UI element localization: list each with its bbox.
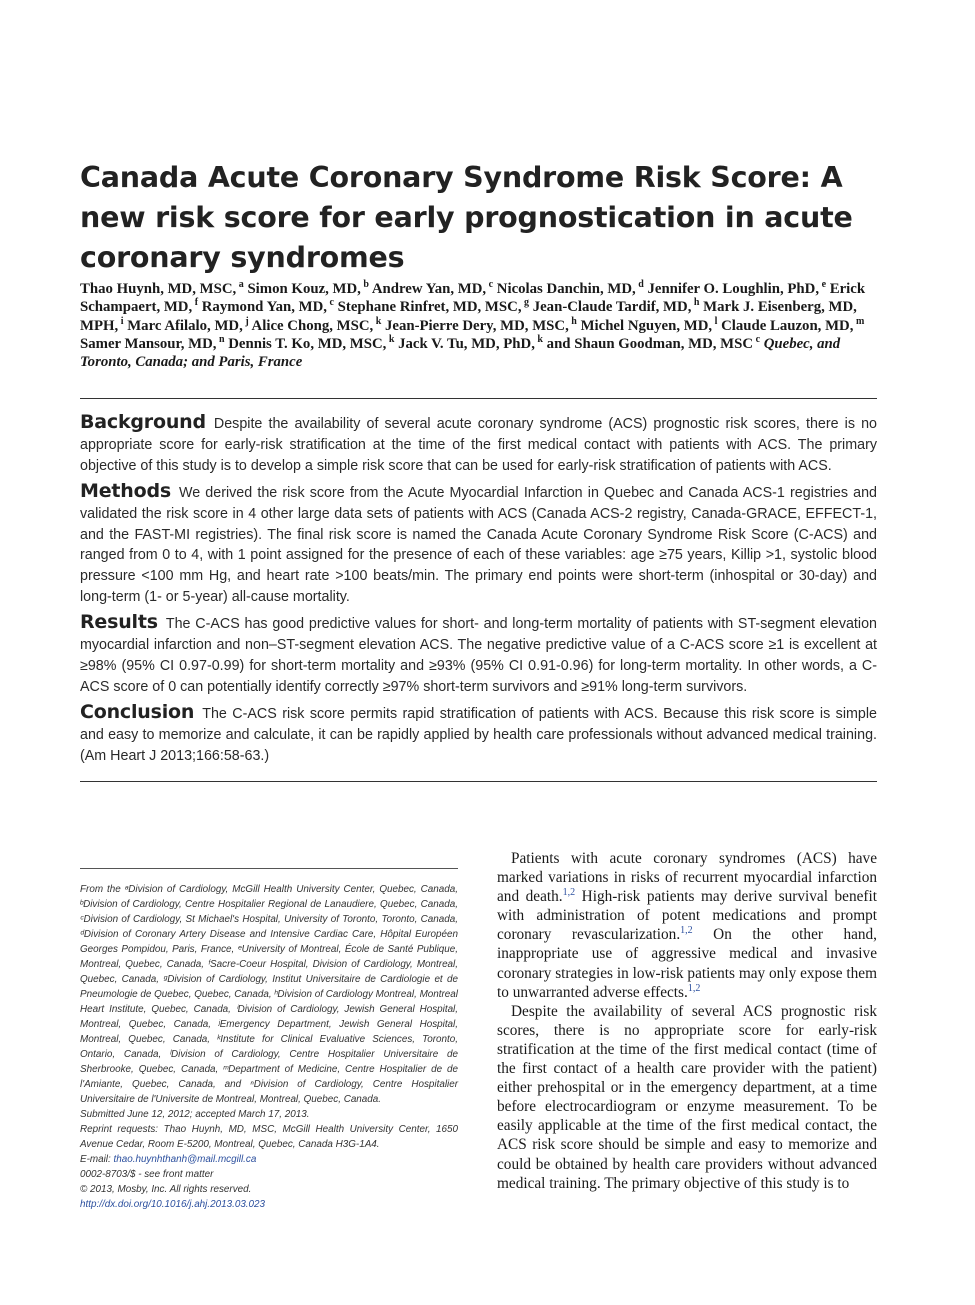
author-affiliation-mark: g [521, 297, 530, 309]
author-name: and [546, 335, 571, 352]
author-name: Marc Afilalo, MD, [127, 317, 243, 334]
body-text-column [497, 849, 877, 1193]
author-name: Jean-Pierre Dery, MD, MSC, [384, 317, 569, 334]
author-affiliation-mark: i [118, 315, 124, 327]
abstract-top-rule [80, 398, 877, 399]
abstract-background [80, 412, 877, 477]
abstract-bottom-rule [80, 781, 877, 782]
submitted-footnote: Submitted June 12, 2012; accepted March 17, 2013. [80, 1109, 310, 1120]
conclusion-heading: Conclusion [80, 700, 195, 723]
author-name: Andrew Yan, MD, [371, 281, 487, 297]
email-link[interactable]: thao.huynhthanh@mail.mcgill.ca [113, 1154, 257, 1165]
author-affiliation-mark: h [568, 315, 577, 327]
author-name: Michel Nguyen, MD, [580, 317, 713, 334]
article-title: Canada Acute Coronary Syndrome Risk Score: A new risk score for early prognostication in acute coronary syndromes [80, 161, 853, 274]
author-name: Thao Huynh, MD, MSC, [80, 281, 237, 297]
issn-footnote: 0002-8703/$ - see front matter [80, 1169, 214, 1180]
footnote-rule [80, 868, 458, 869]
author-location: Quebec, and Toronto, Canada; and Paris, France [80, 335, 841, 371]
author-name: Simon Kouz, MD, [247, 281, 361, 297]
author-name: Stephane Rinfret, MD, MSC, [337, 299, 522, 316]
author-name: Jack V. Tu, MD, PhD, [398, 335, 535, 352]
author-affiliation-mark: l [712, 315, 718, 327]
author-affiliation-mark: k [373, 315, 382, 327]
reprint-footnote: Reprint requests: Thao Huynh, MD, MSC, McGill Health University Center, 1650 Avenue Cedar, Room E-5200, Montreal, Quebec, Canada H3G-1A4. [80, 1124, 458, 1150]
abstract-results [80, 612, 877, 698]
author-name: Shaun Goodman, MD, MSC [574, 335, 754, 352]
author-affiliation-mark: n [216, 333, 225, 345]
author-name: Jean-Claude Tardif, MD, [532, 299, 692, 316]
author-name: Claude Lauzon, MD, [721, 317, 854, 334]
email-label: E-mail: [80, 1154, 111, 1165]
author-name: Dennis T. Ko, MD, MSC, [228, 335, 387, 352]
conclusion-text: The C-ACS risk score permits rapid stratification of patients with ACS. Because this risk score is simple and easy to memorize and calculate, it can be rapidly applied by health care professionals without advanced medical training. (Am Heart J 2013;166:58-63.) [80, 705, 877, 764]
results-text: The C-ACS has good predictive values for short- and long-term mortality of patients with ST-segment elevation myocardial infarction and non–ST-segment elevation ACS. The negative predictive value of a C-ACS score ≥1 is excellent at ≥98% (95% CI 0.97-0.99) for short-term mortality and ≥93% (95% CI 0.91-0.96) for long-term mortality. In other words, a C-ACS score of 0 can potentially identify correctly ≥97% short-term survivors and ≥91% long-term survivors. [80, 616, 877, 695]
author-name: Raymond Yan, MD, [201, 299, 327, 316]
author-affiliation-mark: b [360, 279, 369, 291]
doi-footnote [80, 1197, 458, 1212]
body-p1-part2: High-risk patients may derive survival benefit with administration of potent medications and prompt coronary revascularization. [497, 888, 877, 944]
body-p1-part1: Patients with acute coronary syndromes (ACS) have marked variations in risks of recurrent myocardial infarction and death. [497, 850, 877, 906]
body-p1-part3: On the other hand, inappropriate use of aggressive medical and invasive coronary strategies in low-risk patients may only expose them to unwarranted adverse effects. [497, 926, 878, 1001]
doi-link[interactable]: http://dx.doi.org/10.1016/j.ahj.2013.03.023 [80, 1199, 266, 1210]
citation-link[interactable]: 1,2 [562, 887, 576, 899]
author-affiliation-mark: d [635, 279, 644, 291]
author-affiliation-mark: h [691, 297, 700, 309]
copyright-footnote: © 2013, Mosby, Inc. All rights reserved. [80, 1184, 252, 1195]
body-paragraph-2: Despite the availability of several ACS prognostic risk scores, there is no appropriate score for early-risk stratification at the time of the first medical contact (time of the first contact of a health care provider with the patient) either prehospital or in the emergency department, at a time before electrocardiogram or enzyme measurement. To be easily applicable at the time of the first medical contact, the ACS risk score should be simple and easy to memorize and could be obtained by health care providers without advanced medical training. The primary objective of this study is to [497, 1002, 877, 1192]
author-name: Erick Schampaert, MD, [80, 281, 866, 316]
author-affiliation-mark: c [327, 297, 334, 309]
author-name: Mark J. Eisenberg, MD, MPH, [80, 299, 857, 334]
author-name: Samer Mansour, MD, [80, 335, 217, 352]
methods-text: We derived the risk score from the Acute Myocardial Infarction in Quebec and Canada ACS-1 registries and validated the risk score in 4 other large data sets of patients with ACS (Canada ACS-2 registry, Canada-GRACE, EFFECT-1, and the FAST-MI registries). The final risk score is named the Canada Acute Coronary Syndrome Risk Score (C-ACS) and ranged from 0 to 4, with 1 point assigned for the presence of each of these variables: age ≥75 years, Killip >1, systolic blood pressure <100 mm Hg, and heart rate >100 beats/min. The primary end points were short-term (inhospital or 30-day) and long-term (1- or 5-year) all-cause mortality. [80, 484, 877, 606]
author-affiliation-mark: c [753, 333, 761, 345]
citation-link[interactable]: 1,2 [687, 982, 701, 994]
author-affiliation-mark: e [819, 279, 827, 291]
author-name: Jennifer O. Loughlin, PhD, [647, 281, 820, 297]
author-affiliation-mark: m [853, 315, 865, 327]
author-list [80, 280, 880, 371]
results-heading: Results [80, 611, 158, 634]
background-text: Despite the availability of several acute coronary syndrome (ACS) prognostic risk scores, there is no appropriate score for early-risk stratification at the time of the first medical contact with patients with ACS. The primary objective of this study is to develop a simple risk score that can be used for early-risk stratification of patients with ACS. [80, 416, 877, 474]
body-paragraph-1 [497, 849, 877, 1002]
author-name: Alice Chong, MSC, [251, 317, 374, 334]
abstract-methods [80, 481, 877, 608]
author-affiliation-mark: a [236, 279, 244, 291]
background-heading: Background [80, 411, 206, 433]
footnotes [80, 882, 458, 1212]
citation-link[interactable]: 1,2 [680, 925, 693, 937]
author-names [80, 281, 865, 352]
author-affiliation-mark: k [534, 333, 543, 345]
author-affiliation-mark: f [192, 297, 199, 309]
email-footnote [80, 1152, 458, 1167]
author-affiliation-mark: k [386, 333, 395, 345]
abstract-conclusion [80, 702, 877, 767]
author-affiliation-mark: c [486, 279, 494, 291]
methods-heading: Methods [80, 479, 171, 502]
author-affiliation-mark: j [242, 315, 249, 327]
author-name: Nicolas Danchin, MD, [496, 281, 636, 297]
abstract [80, 412, 877, 771]
affiliations-footnote: From the ᵃDivision of Cardiology, McGill Health University Center, Quebec, Canada, ᵇDivision of Cardiology, Centre Hospitalier Regional de Lanaudiere, Quebec, Canada, ᶜDivision of Cardiology, St Michael's Hospital, University of Toronto, Toronto, Canada, ᵈDivision of Coronary Artery Disease and Intensive Cardiac Care, Hôpital Européen Georges Pompidou, Paris, France, ᵉUniversity of Montreal, École de Santé Publique, Montreal, Quebec, Canada, ᶠSacre-Coeur Hospital, Division of Cardiology, Montreal, Quebec, Canada, ᵍDivision of Cardiology, Institut Universitaire de Cardiologie et de Pneumologie de Quebec, Quebec, Canada, ʰDivision of Cardiology Montreal, Montreal Heart Institute, Quebec, Canada, ⁱDivision of Cardiology, Jewish General Hospital, Montreal, Quebec, Canada, ʲEmergency Department, Jewish General Hospital, Montreal, Quebec, Canada, ᵏInstitute for Clinical Evaluative Sciences, Toronto, Ontario, Canada, ˡDivision of Cardiology, Centre Hospitalier Universitaire de Sherbrooke, Quebec, Canada, ᵐDepartment of Medicine, Centre Hospitalier de de l'Amiante, Quebec, Canada, and ⁿDivision of Cardiology, Centre Hospitalier Universitaire de l'Universite de Montreal, Montreal, Quebec, Canada. [80, 884, 458, 1105]
